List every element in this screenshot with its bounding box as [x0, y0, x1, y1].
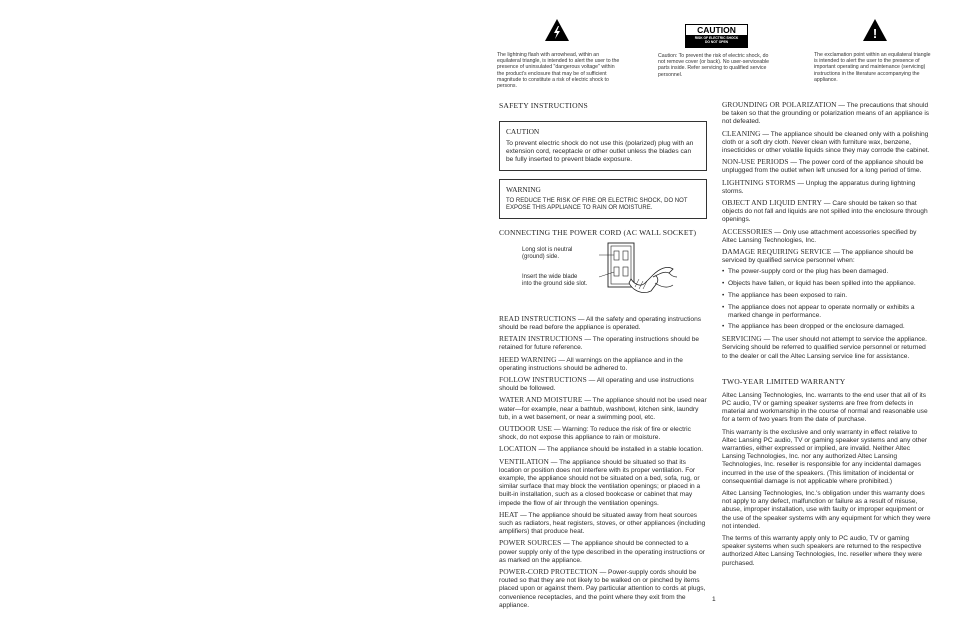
fig-label-long-slot-line2: (ground) side.	[522, 254, 560, 261]
instruction-heading: NON-USE PERIODS	[722, 157, 789, 167]
warning-box-title: WARNING	[506, 184, 541, 194]
instruction-paragraph	[499, 458, 707, 508]
instruction-paragraph	[499, 445, 707, 454]
fig-label-wide-blade	[522, 274, 587, 289]
instruction-paragraph	[722, 199, 932, 225]
instruction-text: — The power cord of the appliance should be unplugged from the outlet when left unused for a long period of time.	[722, 159, 924, 175]
instruction-paragraph	[722, 228, 932, 245]
instruction-heading: POWER-CORD PROTECTION	[499, 567, 598, 577]
instruction-paragraph	[499, 425, 707, 442]
wall-socket-plug-illustration	[599, 239, 689, 305]
left-column	[499, 101, 707, 613]
instruction-heading: POWER SOURCES	[499, 538, 562, 548]
servicing-paragraph	[722, 335, 932, 361]
damage-bullet-list	[722, 268, 932, 331]
instruction-heading: VENTILATION	[499, 456, 549, 466]
warranty-paragraph: The terms of this warranty apply only to PC audio, TV or gaming speaker systems when such speakers are returned to the respective authorized Altec Lansing Technologies, Inc. reseller where they were purchased.	[722, 535, 923, 567]
instruction-text: — Power-supply cords should be routed so that they are not likely to be walked on or pinched by items placed upon or against them. Pay particular attention to cords at plugs, convenience receptacles, and the point where they exit from the appliance.	[499, 569, 706, 609]
damage-bullet-item: • The appliance has been dropped or the enclosure damaged.	[722, 323, 932, 331]
power-cord-title: CONNECTING THE POWER CORD (AC WALL SOCKET)	[499, 227, 697, 237]
instruction-paragraph	[499, 315, 707, 332]
servicing-text: — The user should not attempt to service the appliance. Servicing should be referred to qualified service personnel or returned to the dealer or call the Altec Lansing service line for assistance.	[722, 336, 927, 360]
instruction-paragraph	[722, 101, 932, 127]
damage-bullet-item: • The appliance does not appear to operate normally or exhibits a marked change in performance.	[722, 304, 932, 320]
instruction-heading: LOCATION	[499, 444, 537, 454]
instruction-text: — The appliance should be serviced by qualified service personnel when:	[722, 249, 914, 265]
fig-label-long-slot	[522, 247, 572, 262]
warning-box	[499, 179, 707, 219]
caution-label	[685, 24, 748, 48]
instruction-text: — The appliance should be installed in a stable location.	[536, 446, 704, 454]
instruction-text: — Unplug the apparatus during lightning storms.	[722, 179, 916, 195]
lightning-warning-text: The lightning flash with arrowhead, within an equilateral triangle, is intended to alert the user to the presence of uninsulated "dangerous voltage" within the product's enclosure that may be of sufficient magnitude to constitute a risk of electric shock to persons.	[497, 52, 620, 90]
damage-bullet-item: • The appliance has been exposed to rain.	[722, 292, 932, 300]
caution-box-text: To prevent electric shock do not use this (polarized) plug with an extension cord, receptacle or other outlet unless the blades can be fully inserted to prevent blade exposure.	[506, 140, 694, 164]
instruction-text: — Care should be taken so that objects do not fall and liquids are not spilled into the enclosure through openings.	[722, 200, 928, 224]
page-number: 1	[712, 596, 716, 603]
instruction-heading: HEAT	[499, 509, 519, 519]
warranty-paragraph: This warranty is the exclusive and only warranty in effect relative to Altec Lansing PC audio, TV or gaming speaker systems and any other warranties, either expressed or implied, are invalid. Neither Altec Lansing Technologies, Inc. nor any authorized Altec Lansing Technologies, Inc. reseller is responsible for any incidental damages incurred in the use of the speakers. (This limitation of incidental or consequential damage is not applicable where prohibited.)	[722, 428, 928, 485]
instruction-paragraph	[499, 511, 707, 537]
instruction-paragraph	[722, 158, 932, 175]
exclamation-triangle-icon	[862, 18, 888, 42]
fig-label-long-slot-line1: Long slot is neutral	[522, 246, 573, 253]
power-cord-figure	[499, 241, 707, 307]
instruction-paragraph	[722, 248, 932, 265]
instruction-text: — The precautions that should be taken so that the grounding or polarization means of an appliance is not defeated.	[722, 102, 930, 126]
instruction-paragraph	[499, 396, 707, 422]
exclamation-warning-text: The exclamation point within an equilateral triangle is intended to alert the user to the presence of important operating and maintenance (servicing) instructions in the literature accompanying the appliance.	[814, 52, 931, 83]
instruction-heading: HEED WARNING	[499, 354, 557, 364]
warranty-title: TWO-YEAR LIMITED WARRANTY	[722, 376, 846, 386]
instruction-paragraph	[722, 179, 932, 196]
instruction-heading: ACCESSORIES	[722, 226, 773, 236]
warranty-paragraph: Altec Lansing Technologies, Inc.'s obligation under this warranty does not apply to any defect, malfunction or failure as a result of misuse, abuse, improper installation, use with faulty or improper equipment or the use of the speaker systems with any equipment for which they were not intended.	[722, 490, 931, 530]
instruction-heading: WATER AND MOISTURE	[499, 395, 583, 405]
instruction-text: — The appliance should be situated so that its location or position does not interfere with its proper ventilation. For example, the appliance should not be situated on a bed, sofa, rug, or similar surface that may block the ventilation openings; or placed in a built-in installation, such as a closed bookcase or cabinet that may impede the flow of air through the ventilation openings.	[499, 458, 701, 507]
servicing-heading: SERVICING	[722, 334, 762, 344]
instruction-text: — Only use attachment accessories specified by Altec Lansing Technologies, Inc.	[722, 228, 917, 244]
right-column	[722, 101, 932, 572]
right-paragraphs	[722, 101, 932, 265]
warranty-paragraphs	[722, 392, 932, 568]
instruction-heading: GROUNDING OR POLARIZATION	[722, 100, 837, 109]
instruction-paragraph	[499, 539, 707, 565]
instruction-heading: RETAIN INSTRUCTIONS	[499, 334, 583, 344]
damage-bullet-item: • The power-supply cord or the plug has been damaged.	[722, 268, 932, 276]
instruction-paragraph	[499, 356, 707, 373]
fig-label-wide-blade-line1: Insert the wide blade	[522, 273, 578, 280]
instruction-text: — The operating instructions should be retained for future reference.	[499, 336, 700, 352]
caution-label-text: Caution: To prevent the risk of electric shock, do not remove cover (or back). No user-serviceable parts inside. Refer servicing to qualified service personnel.	[658, 53, 769, 78]
instruction-heading: DAMAGE REQUIRING SERVICE	[722, 247, 832, 257]
instruction-text: — All warnings on the appliance and in the operating instructions should be adhered to.	[499, 356, 683, 372]
instruction-heading: FOLLOW INSTRUCTIONS	[499, 375, 587, 385]
instruction-heading: READ INSTRUCTIONS	[499, 313, 577, 323]
instruction-heading: OUTDOOR USE	[499, 424, 553, 434]
caution-label-sub2: DO NOT OPEN	[704, 39, 729, 44]
instruction-paragraph	[722, 130, 932, 156]
caution-box	[499, 121, 707, 171]
instruction-text: — The appliance should be situated away from heat sources such as radiators, heat registers, stoves, or other appliances (including amplifiers) that produce heat.	[499, 511, 706, 536]
caution-label-title: CAUTION	[697, 25, 736, 35]
instruction-paragraph	[499, 568, 707, 610]
instruction-text: — The appliance should be cleaned only with a polishing cloth or a soft dry cloth. Never clean with furniture wax, benzene, insecticides or other volatile liquids since they may corrode the cabinet.	[722, 130, 930, 155]
instruction-paragraph	[499, 335, 707, 352]
warranty-paragraph: Altec Lansing Technologies, Inc. warrants to the end user that all of its PC audio, TV or gaming speaker systems are free from defects in material and workmanship in the course of normal and reasonable use for a term of two years from the date of purchase.	[722, 391, 928, 424]
instruction-heading: CLEANING	[722, 128, 761, 138]
lightning-triangle-icon	[544, 18, 570, 42]
warning-box-text: TO REDUCE THE RISK OF FIRE OR ELECTRIC SHOCK, DO NOT EXPOSE THIS APPLIANCE TO RAIN OR MOISTURE.	[506, 197, 688, 212]
instruction-heading: OBJECT AND LIQUID ENTRY	[722, 198, 823, 208]
instruction-text: — The appliance should be connected to a power supply only of the type described in the operating instructions or as marked on the appliance.	[499, 540, 705, 564]
damage-bullet-item: • Objects have fallen, or liquid has been spilled into the appliance.	[722, 280, 932, 288]
left-paragraphs	[499, 315, 707, 610]
instruction-paragraph	[499, 376, 707, 393]
instruction-text: — All the safety and operating instructions should be read before the appliance is operated.	[499, 315, 702, 331]
instruction-text: — Warning: To reduce the risk of fire or electric shock, do not expose this appliance to rain or moisture.	[499, 426, 691, 442]
instruction-text: — The appliance should not be used near water—for example, near a bathtub, washbowl, kitchen sink, laundry tub, in a wet basement, or near a swimming pool, etc.	[499, 397, 707, 421]
fig-label-wide-blade-line2: into the ground side slot.	[522, 281, 588, 288]
exclamation-glyph: !	[872, 26, 878, 41]
safety-instructions-title: SAFETY INSTRUCTIONS	[499, 101, 588, 110]
instruction-text: — All operating and use instructions should be followed.	[499, 377, 694, 393]
caution-label-sub1: RISK OF ELECTRIC SHOCK	[694, 35, 739, 40]
caution-box-title: CAUTION	[506, 127, 540, 136]
instruction-heading: LIGHTNING STORMS	[722, 177, 796, 187]
